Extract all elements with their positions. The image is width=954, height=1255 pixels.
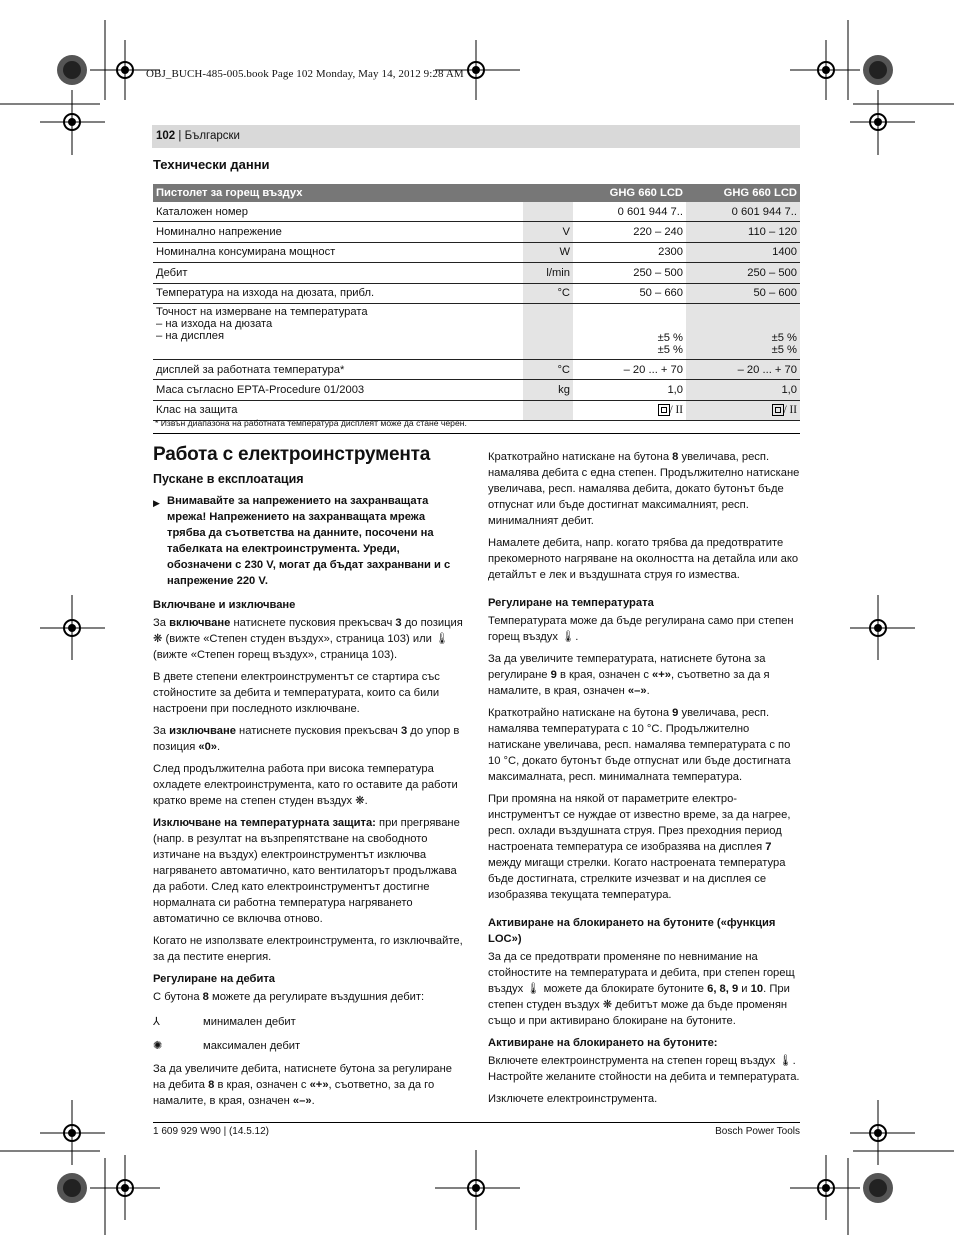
paragraph-button-lock-activate: Включете електроинструмента на степен горещ въздух 🌡. Настройте желаните стойности на дебита и температурата. — [488, 1055, 800, 1083]
row-label: Маса съгласно EPTA-Procedure 01/2003 — [153, 380, 523, 400]
heading-on-off: Включване и изключване — [153, 599, 296, 611]
flow-max-label: максимален дебит — [203, 1040, 301, 1052]
footer-doc-number: 1 609 929 W90 | (14.5.12) — [153, 1126, 270, 1137]
warning-block — [153, 493, 465, 589]
row-unit: V — [523, 222, 573, 242]
fan-high-icon: ✺ — [153, 1040, 163, 1052]
paragraph-switch-on: За включване натиснете пусковия прекъсвач 3 до позиция ❋ (вижте «Степен студен въздух», страница 103) или 🌡 (вижте «Степен горещ въздух», страница 103). — [153, 617, 463, 661]
protection-class-text: / II — [783, 404, 797, 417]
row-unit: °C — [523, 359, 573, 379]
row-value-1: – 20 ... + 70 — [573, 359, 686, 379]
specs-table — [153, 184, 800, 421]
accuracy-sub-nozzle: – на изхода на дюзата — [156, 317, 273, 330]
accuracy-v2a: ±5 % — [771, 331, 797, 344]
accuracy-values-1 — [573, 303, 686, 359]
row-unit — [523, 303, 573, 359]
page-header — [156, 130, 240, 142]
double-insulation-icon — [772, 404, 784, 416]
table-row-accuracy — [153, 303, 800, 359]
paragraph-both-stages: В двете степени електроинструментът се стартира със стойностите за дебита и температурата, които са били настроени при последното изключване. — [153, 671, 440, 715]
specs-header-row — [153, 184, 800, 202]
specs-header-col2: GHG 660 LCD — [686, 184, 800, 202]
row-value-1: 0 601 944 7.. — [573, 202, 686, 222]
specs-header-label: Пистолет за горещ въздух — [153, 184, 523, 202]
cold-air-icon: ❋ — [602, 999, 613, 1011]
row-label: Температура на изхода на дюзата, прибл. — [153, 283, 523, 303]
paragraph-short-press-temp: Краткотрайно натискане на бутона 9 увеличава, респ. намалява температурата с 10 °C. Продължително натискане увеличава, респ. намалява температурата с по 10 °C, докато бутонът бъде отпуснат или бъде достигната максималната, респ. минималната температура. — [488, 707, 791, 783]
row-unit: l/min — [523, 263, 573, 283]
accuracy-v1a: ±5 % — [657, 331, 683, 344]
header-separator: | — [175, 130, 185, 142]
row-value-1: 250 – 500 — [573, 263, 686, 283]
accuracy-label-cell — [153, 303, 523, 359]
paragraph-parameter-change: При промяна на някой от параметрите електро-инструментът се нуждае от известно време, за да нагрее, респ. охлади въздушната струя. През преходния период настроената температура се изобразява на дисплея 7 между мигащи стрелки. Когато настроената температура бъде достигната, стрелките изчезват и на дисплея се изобразява текущата температура. — [488, 793, 791, 901]
section-title-operation: Работа с електроинструмента — [153, 444, 431, 465]
header-bar — [152, 125, 800, 148]
table-row — [153, 222, 800, 242]
row-value-1: 1,0 — [573, 380, 686, 400]
heading-button-lock: Активиране на блокирането на бутоните («функция LOC») — [488, 917, 776, 945]
paragraph-airflow: С бутона 8 можете да регулирате въздушния дебит: — [153, 991, 425, 1003]
row-label: Номинална консумирана мощност — [153, 242, 523, 262]
row-unit — [523, 202, 573, 222]
paragraph-increase-temp: За да увеличите температурата, натиснете бутона за регулиране 9 в края, означен с «+», съответно за да я намалите, в края, означен «–». — [488, 653, 770, 697]
row-value-2: 1400 — [686, 242, 800, 262]
heading-airflow: Регулиране на дебита — [153, 973, 276, 985]
paragraph-short-press-flow: Краткотрайно натискане на бутона 8 увеличава, респ. намалява дебита с една степен. Продължително натискане увеличава, респ. намалява дебита, докато бутонът бъде отпуснат или бъде достигнат максималният, респ. минималният дебит. — [488, 451, 800, 527]
paragraph-switch-off: За изключване натиснете пусковия прекъсвач 3 до упор в позиция «0». — [153, 725, 460, 753]
row-value-2: 110 – 120 — [686, 222, 800, 242]
accuracy-v1b: ±5 % — [657, 343, 683, 356]
accuracy-sub-display: – на дисплея — [156, 329, 225, 342]
row-unit: W — [523, 242, 573, 262]
protection-class-1 — [573, 400, 686, 420]
table-row — [153, 202, 800, 222]
header-language: Български — [184, 130, 240, 142]
hot-air-icon: 🌡 — [561, 631, 576, 643]
row-value-2: 50 – 600 — [686, 283, 800, 303]
hot-air-icon: 🌡 — [526, 983, 541, 995]
left-column — [153, 444, 465, 1115]
cold-air-icon: ❋ — [355, 795, 365, 807]
row-value-2: – 20 ... + 70 — [686, 359, 800, 379]
row-label: Дебит — [153, 263, 523, 283]
divider — [153, 433, 800, 434]
row-unit — [523, 400, 573, 420]
paragraph-cool-down: След продължителна работа при висока температура охладете електроинструмента, като го оставите да работи кратко време на степен студен въздух ❋. — [153, 763, 458, 807]
specs-header-unit — [523, 184, 573, 202]
right-column — [488, 449, 800, 1113]
table-row — [153, 283, 800, 303]
accuracy-v2b: ±5 % — [771, 343, 797, 356]
hot-air-icon: 🌡 — [778, 1055, 793, 1067]
page-number: 102 — [156, 130, 176, 142]
paragraph-temperature: Температурата може да бъде регулирана само при степен горещ въздух 🌡. — [488, 615, 794, 643]
specs-title: Технически данни — [153, 157, 270, 172]
row-value-2: 250 – 500 — [686, 263, 800, 283]
row-unit: °C — [523, 283, 573, 303]
specs-footnote: * Извън диапазона на работната температура дисплеят може да стане черен. — [155, 418, 467, 428]
cold-air-icon: ❋ — [153, 633, 163, 645]
protection-class-2 — [686, 400, 800, 420]
row-value-1: 50 – 660 — [573, 283, 686, 303]
subtitle-startup: Пускане в експлоатация — [153, 472, 304, 486]
heading-temperature: Регулиране на температурата — [488, 597, 654, 609]
paragraph-increase-flow: За да увеличите дебита, натиснете бутона за регулиране на дебита 8 в края, означен с «+», съответно, за да го намалите, в края, означен «–». — [153, 1063, 453, 1107]
paragraph-save-energy: Когато не използвате електроинструмента, го изключвайте, за да пестите енергия. — [153, 935, 463, 963]
file-info: OBJ_BUCH-485-005.book Page 102 Monday, May 14, 2012 9:28 AM — [146, 68, 464, 80]
specs-header-col1: GHG 660 LCD — [573, 184, 686, 202]
row-value-1: 220 – 240 — [573, 222, 686, 242]
table-row — [153, 242, 800, 262]
flow-min-label: минимален дебит — [203, 1016, 296, 1028]
flow-max-row — [153, 1035, 465, 1057]
table-row — [153, 359, 800, 379]
footer-divider — [153, 1122, 800, 1123]
bullet-triangle-icon: ▶ — [153, 498, 160, 508]
row-label: Номинално напрежение — [153, 222, 523, 242]
protection-class-text: / II — [669, 404, 683, 417]
hot-air-icon: 🌡 — [434, 633, 450, 645]
row-value-2: 0 601 944 7.. — [686, 202, 800, 222]
table-row — [153, 380, 800, 400]
paragraph-button-lock: За да се предотврати променяне по невнимание на стойностите на температурата и дебита, при степен горещ въздух 🌡 можете да блокирате бутоните 6, 8, 9 и 10. При степен студен въздух ❋ дебитът може да бъде променян също и при активирано блокиране на бутоните. — [488, 951, 795, 1027]
accuracy-values-2 — [686, 303, 800, 359]
accuracy-label: Точност на измерване на температурата — [156, 305, 368, 318]
row-value-1: 2300 — [573, 242, 686, 262]
paragraph-reduce-flow: Намалете дебита, напр. когато трябва да предотвратите прекомерното нагряване на околността на детайла или ако детайлът е лек и въздушната струя го измества. — [488, 537, 799, 581]
footer-brand: Bosch Power Tools — [715, 1126, 800, 1137]
row-label: дисплей за работната температура* — [153, 359, 523, 379]
row-value-2: 1,0 — [686, 380, 800, 400]
heading-button-lock-activate: Активиране на блокирането на бутоните: — [488, 1037, 718, 1049]
paragraph-thermal-protection: Изключване на температурната защита: при прегряване (напр. в резултат на възпрепятстване на свободното изтичане на въздух) електроинструментът изключва нагряването автоматично, като вентилаторът продължава да работи. След като електроинструментът достигне нормалната си работна температура нагряването автоматично се включва отново. — [153, 817, 460, 925]
flow-min-row — [153, 1011, 465, 1033]
double-insulation-icon — [658, 404, 670, 416]
paragraph-switch-off-tool: Изключете електроинструмента. — [488, 1093, 658, 1105]
row-label: Каталожен номер — [153, 202, 523, 222]
row-label: Клас на защита — [153, 400, 523, 420]
fan-low-icon: ⅄ — [153, 1016, 160, 1028]
table-row — [153, 263, 800, 283]
row-unit: kg — [523, 380, 573, 400]
warning-text: Внимавайте за напрежението на захранващата мрежа! Напрежението на захранващата мрежа трябва да съответства на данните, посочени на табелката на електроинструмента. Уреди, обозначени с 230 V, могат да бъдат захранвани и с напрежение 220 V. — [167, 495, 451, 587]
